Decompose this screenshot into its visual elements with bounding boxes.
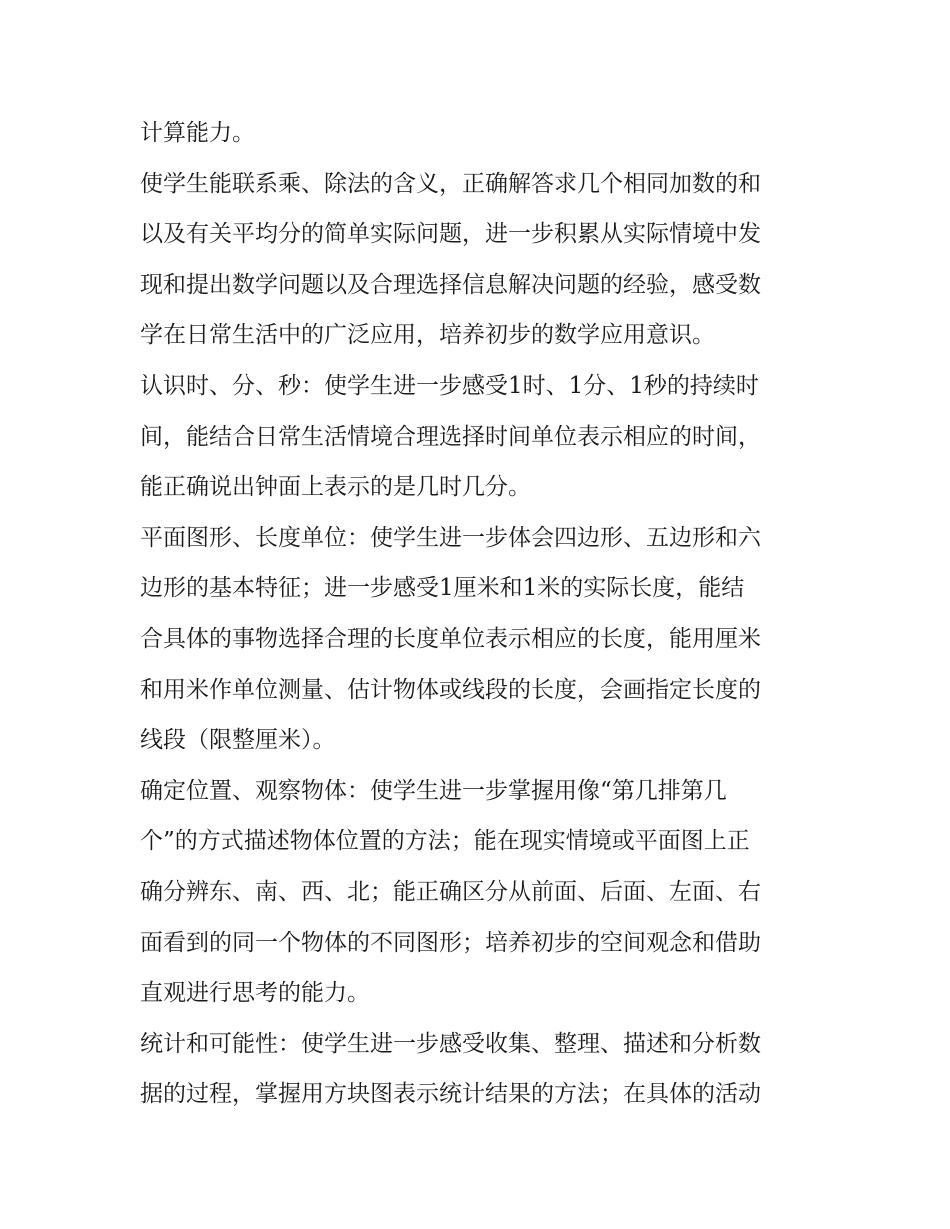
text-line: 能正确说出钟面上表示的是几时几分。	[140, 474, 531, 501]
text-line: 确定位置、观察物体：使学生进一步掌握用像“第几排第几	[140, 777, 727, 804]
text-line: 边形的基本特征；进一步感受1厘米和1米的实际长度，能结	[140, 575, 745, 602]
text-line: 据的过程，掌握用方块图表示统计结果的方法；在具体的活动	[140, 1081, 761, 1108]
text-line: 直观进行思考的能力。	[140, 980, 370, 1007]
text-line: 使学生能联系乘、除法的含义，正确解答求几个相同加数的和	[140, 170, 761, 197]
text-line: 学在日常生活中的广泛应用，培养初步的数学应用意识。	[140, 322, 715, 349]
text-line: 和用米作单位测量、估计物体或线段的长度，会画指定长度的	[140, 676, 761, 703]
text-line: 以及有关平均分的简单实际问题，进一步积累从实际情境中发	[140, 221, 761, 248]
text-line: 计算能力。	[140, 120, 255, 146]
text-line: 间，能结合日常生活情境合理选择时间单位表示相应的时间，	[140, 423, 761, 450]
text-line: 线段（限整厘米）。	[140, 727, 336, 754]
body-text	[140, 108, 820, 1120]
text-line: 个”的方式描述物体位置的方法；能在现实情境或平面图上正	[140, 828, 750, 855]
text-line: 合具体的事物选择合理的长度单位表示相应的长度，能用厘米	[140, 625, 761, 652]
text-line: 面看到的同一个物体的不同图形；培养初步的空间观念和借助	[140, 929, 761, 956]
text-line: 平面图形、长度单位：使学生进一步体会四边形、五边形和六	[140, 524, 761, 551]
text-line: 确分辨东、南、西、北；能正确区分从前面、后面、左面、右	[140, 878, 761, 905]
text-line: 现和提出数学问题以及合理选择信息解决问题的经验，感受数	[140, 271, 761, 298]
text-line: 认识时、分、秒：使学生进一步感受1时、1分、1秒的持续时	[140, 372, 759, 399]
text-line: 统计和可能性：使学生进一步感受收集、整理、描述和分析数	[140, 1030, 761, 1057]
